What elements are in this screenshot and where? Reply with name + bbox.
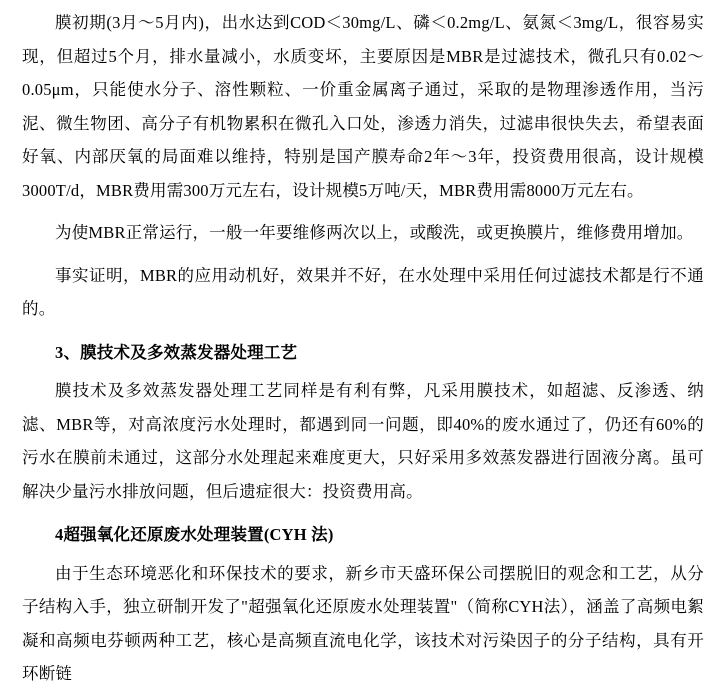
paragraph-maintenance: 为使MBR正常运行，一般一年要维修两次以上，或酸洗，或更换膜片，维修费用增加。 — [55, 223, 694, 242]
paragraph-membrane-initial: 膜初期(3月～5月内)，出水达到COD＜30mg/L、磷＜0.2mg/L、氨氮＜3mg/L，很容易实现，但超过5个月，排水量减小，水质变坏，主要原因是MBR是过滤技术，微孔只有0.02～0.05μm，只能使水分子、溶性颗粒、一价重金属离子通过，采取的是物理渗透作用，当污泥、微生物团、高分子有机物累积在微孔入口处，渗透力消失，过滤串很快失去，希望表面好氧、内部厌氧的局面难以维持，特别是国产膜寿命2年～3年，投资费用很高，设计规模3000T/d，MBR费用需300万元左右，设计规模5万吨/天，MBR费用需8000万元左右。 — [22, 13, 704, 200]
heading-spacer — [22, 508, 704, 518]
paragraph-spacer — [22, 207, 704, 216]
heading-cyh-device: 4超强氧化还原废水处理装置(CYH 法) — [55, 525, 334, 544]
paragraph-spacer — [22, 250, 704, 259]
paragraph-membrane-evaporator: 膜技术及多效蒸发器处理工艺同样是有利有弊，凡采用膜技术，如超滤、反渗透、纳滤、MBR等，对高浓度污水处理时，都遇到同一问题，即40%的废水通过了，仍还有60%的污水在膜前未通过，这部分水处理起来难度更大，只好采用多效蒸发器进行固液分离。虽可解决少量污水排放问题，但后遗症很大：投资费用高。 — [22, 381, 704, 501]
heading-spacer — [22, 326, 704, 336]
paragraph-facts: 事实证明，MBR的应用动机好，效果并不好，在水处理中采用任何过滤技术都是行不通的。 — [22, 265, 704, 318]
paragraph-cyh-intro: 由于生态环境恶化和环保技术的要求，新乡市天盛环保公司摆脱旧的观念和工艺，从分子结构入手，独立研制开发了"超强氧化还原废水处理装置"（简称CYH法），涵盖了高频电絮凝和高频电芬顿两种工艺，核心是高频直流电化学，该技术对污染因子的分子结构，具有开环断链 — [22, 563, 704, 683]
heading-membrane-evaporator-process: 3、膜技术及多效蒸发器处理工艺 — [55, 342, 298, 362]
